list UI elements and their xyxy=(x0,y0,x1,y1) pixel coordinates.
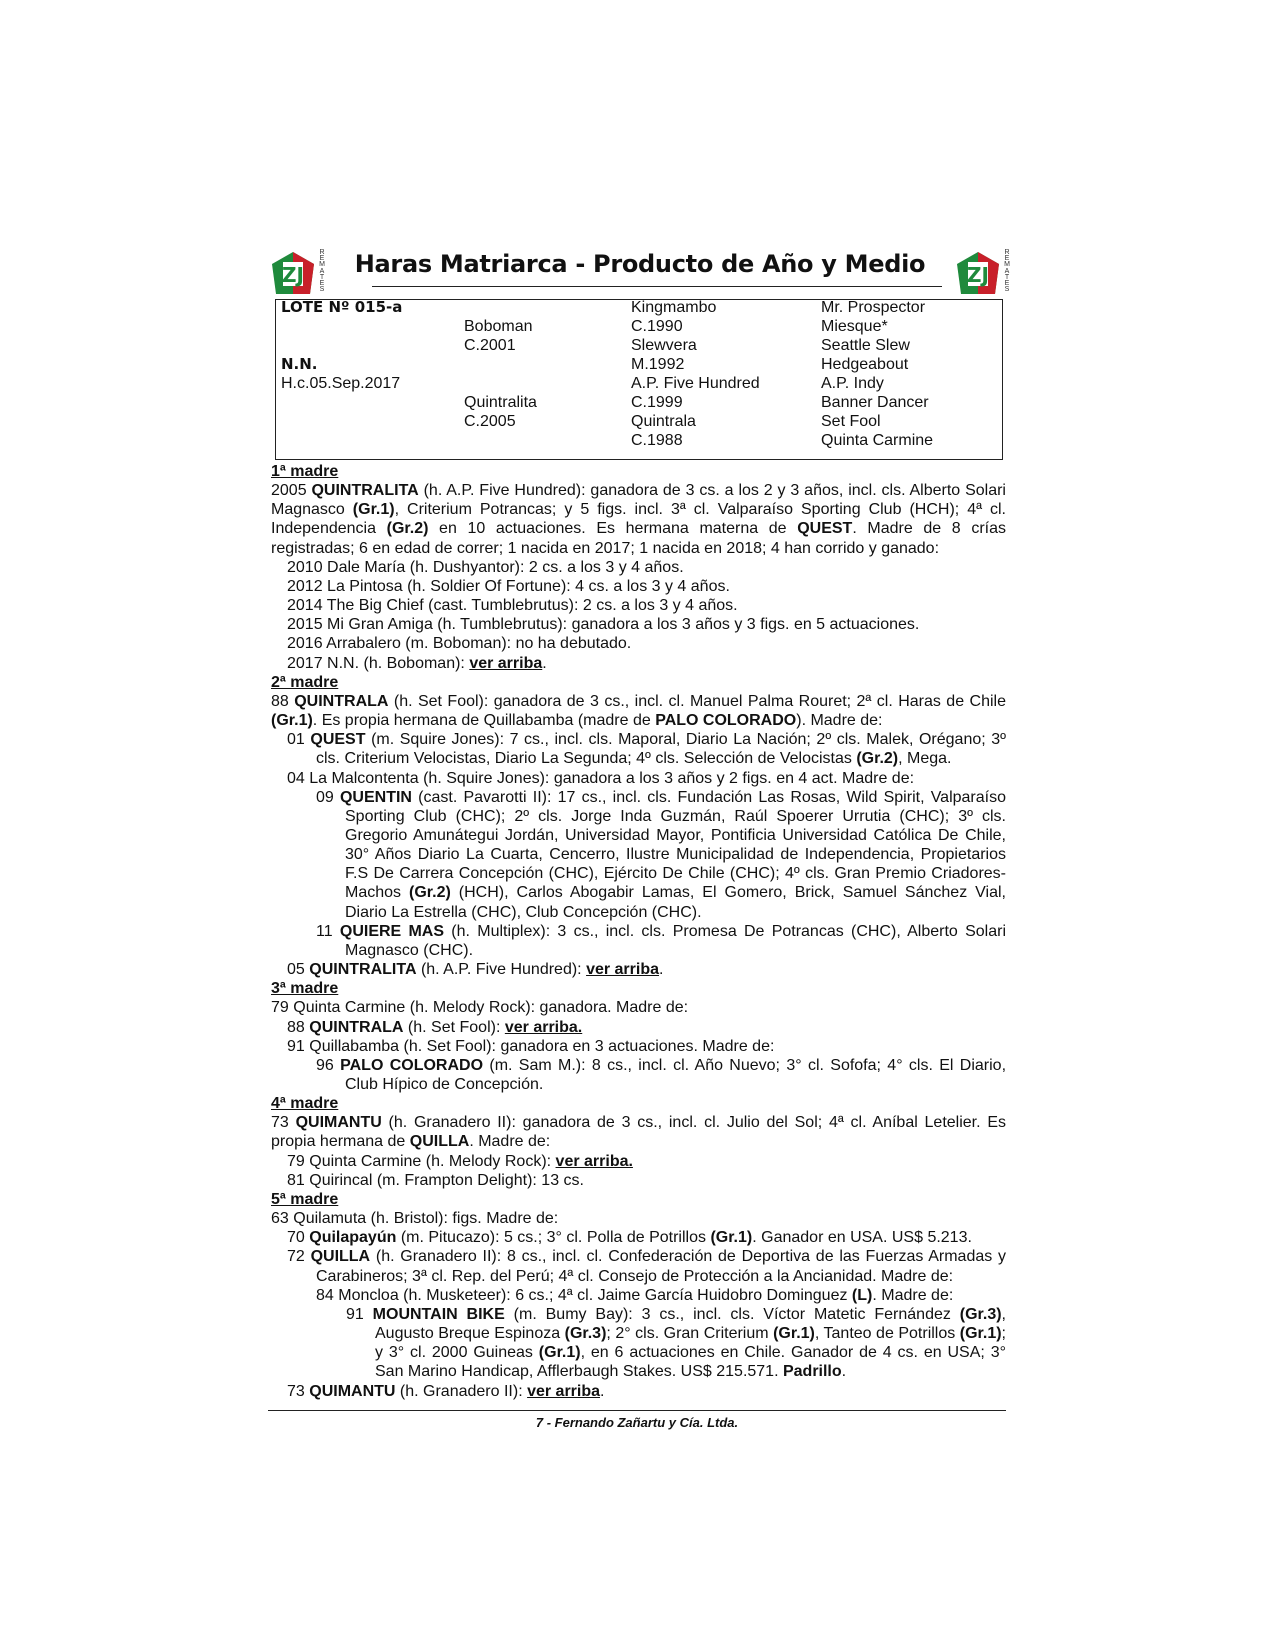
offspring-line: 88 QUINTRALA (h. Set Fool): ver arriba. xyxy=(287,1018,583,1036)
horse-name: N.N. xyxy=(281,355,318,373)
grandparent-cell: Kingmambo xyxy=(631,299,717,316)
great-grandparent-cell: Quinta Carmine xyxy=(821,432,934,449)
offspring-line: 72 QUILLA (h. Granadero II): 8 cs., incl. cl. Confederación de Deportiva de las Fuerzas Armadas y Carabineros; 3ª cl. Rep. del Perú; 4ª cl. Consejo de Protección a la Ancianidad. Madre de: xyxy=(287,1248,1007,1285)
see-above-link: ver arriba xyxy=(586,961,659,979)
great-grand-offspring-line: 91 MOUNTAIN BIKE (m. Bumy Bay): 3 cs., incl. cls. Víctor Matetic Fernández (Gr.3), Augusto Breque Espinoza (Gr.3); 2° cls. Gran Criterium (Gr.1), Tanteo de Potrillos (Gr.1); y 3° cl. 2000 Guineas (Gr.1), en 6 actuaciones en Chile. Ganador de 4 cs. en USA; 3° San Marino Handicap, Afflerbaugh Stakes. US$ 215.571. Padrillo. xyxy=(346,1305,1007,1381)
section-heading-2nd-dam: 2ª madre xyxy=(271,673,339,691)
sire-year: C.2001 xyxy=(464,337,516,354)
page-footer: 7 - Fernando Zañartu y Cía. Ltda. xyxy=(535,1415,739,1430)
section-heading-5th-dam: 5ª madre xyxy=(271,1190,339,1208)
great-grandparent-cell: Set Fool xyxy=(821,413,881,430)
horse-description: H.c.05.Sep.2017 xyxy=(281,375,401,392)
lot-number: LOTE Nº 015-a xyxy=(281,298,403,316)
grandparent-cell: C.1988 xyxy=(631,432,683,449)
great-grandparent-cell: Miesque* xyxy=(821,318,888,335)
remates-vertical-text-right: R E M A T E S xyxy=(1004,249,1010,294)
grandparent-cell: M.1992 xyxy=(631,356,685,373)
dam-name: Quintralita xyxy=(464,394,537,411)
dam-year: C.2005 xyxy=(464,413,516,430)
offspring-line: 04 La Malcontenta (h. Squire Jones): ganadora a los 3 años y 2 figs. en 4 act. Madre de: xyxy=(287,769,915,787)
great-grandparent-cell: Banner Dancer xyxy=(821,394,929,411)
offspring-line: 2017 N.N. (h. Boboman): ver arriba. xyxy=(287,654,547,672)
offspring-line: 2014 The Big Chief (cast. Tumblebrutus): 2 cs. a los 3 y 4 años. xyxy=(287,597,738,615)
offspring-line: 2016 Arrabalero (m. Boboman): no ha debutado. xyxy=(287,635,632,653)
grand-offspring-line: 11 QUIERE MAS (h. Multiplex): 3 cs., incl. cls. Promesa De Potrancas (CHC), Alberto Solari Magnasco (CHC). xyxy=(316,922,1007,959)
zj-remates-logo-right xyxy=(955,250,1001,296)
offspring-line: 70 Quilapayún (m. Pitucazo): 5 cs.; 3° cl. Polla de Potrillos (Gr.1). Ganador en USA. US$ 5.213. xyxy=(287,1229,972,1247)
sire-name: Boboman xyxy=(464,318,533,335)
offspring-line: 05 QUINTRALITA (h. A.P. Five Hundred): ver arriba. xyxy=(287,961,664,979)
offspring-line: 73 QUIMANTU (h. Granadero II): ver arriba. xyxy=(287,1382,605,1400)
dam-paragraph: 73 QUIMANTU (h. Granadero II): ganadora de 3 cs., incl. cl. Julio del Sol; 4ª cl. Aníbal Letelier. Es propia hermana de QUILLA. Madre de: xyxy=(271,1114,1006,1151)
remates-vertical-text-left: R E M A T E S xyxy=(319,249,325,294)
great-grandparent-cell: Seattle Slew xyxy=(821,337,910,354)
great-grandparent-cell: Mr. Prospector xyxy=(821,299,926,316)
offspring-line: 2010 Dale María (h. Dushyantor): 2 cs. a los 3 y 4 años. xyxy=(287,558,684,576)
grandparent-cell: Slewvera xyxy=(631,337,697,354)
section-heading-3rd-dam: 3ª madre xyxy=(271,980,339,998)
produce-record-body xyxy=(271,462,1006,1401)
title-rule xyxy=(372,286,942,287)
grandparent-cell: C.1999 xyxy=(631,394,683,411)
page-title: Haras Matriarca - Producto de Año y Medio xyxy=(354,250,926,278)
logo-letters: ZJ xyxy=(282,263,304,287)
see-above-link: ver arriba. xyxy=(504,1018,583,1036)
grandparent-cell: Quintrala xyxy=(631,413,696,430)
footer-rule xyxy=(268,1410,1006,1411)
see-above-link: ver arriba. xyxy=(555,1152,633,1170)
grand-offspring-line: 84 Moncloa (h. Musketeer): 6 cs.; 4ª cl. Jaime García Huidobro Dominguez (L). Madre de: xyxy=(316,1286,954,1304)
offspring-line: 2012 La Pintosa (h. Soldier Of Fortune): 4 cs. a los 3 y 4 años. xyxy=(287,577,730,595)
dam-paragraph: 88 QUINTRALA (h. Set Fool): ganadora de 3 cs., incl. cl. Manuel Palma Rouret; 2ª cl. Haras de Chile (Gr.1). Es propia hermana de Quillabamba (madre de PALO COLORADO). Madre de: xyxy=(271,692,1006,730)
grandparent-cell: C.1990 xyxy=(631,318,683,335)
great-grandparent-cell: Hedgeabout xyxy=(821,356,909,373)
dam-paragraph: 79 Quinta Carmine (h. Melody Rock): ganadora. Madre de: xyxy=(271,999,689,1017)
great-grandparent-cell: A.P. Indy xyxy=(821,375,884,392)
offspring-line: 91 Quillabamba (h. Set Fool): ganadora en 3 actuaciones. Madre de: xyxy=(287,1037,775,1055)
logo-letters: ZJ xyxy=(967,263,989,287)
grandparent-cell: A.P. Five Hundred xyxy=(631,375,760,392)
zj-remates-logo-left xyxy=(270,250,316,296)
offspring-line: 01 QUEST (m. Squire Jones): 7 cs., incl. cls. Maporal, Diario La Nación; 2º cls. Malek, Orégano; 3º cls. Criterium Velocistas, Diario La Segunda; 4º cls. Selección de Velocistas (Gr.2), Mega. xyxy=(287,731,1007,768)
dam-paragraph: 2005 QUINTRALITA (h. A.P. Five Hundred): ganadora de 3 cs. a los 2 y 3 años, incl. cls. Alberto Solari Magnasco (Gr.1), Criterium Potrancas; y 5 figs. incl. 3ª cl. Valparaíso Sporting Club (HCH); 4ª cl. Independencia (Gr.2) en 10 actuaciones. Es hermana materna de QUEST. Madre de 8 crías registradas; 6 en edad de correr; 1 nacida en 2017; 1 nacida en 2018; 4 han corrido y ganado: xyxy=(271,482,1007,557)
section-heading-4th-dam: 4ª madre xyxy=(271,1095,339,1113)
offspring-line: 2015 Mi Gran Amiga (h. Tumblebrutus): ganadora a los 3 años y 3 figs. en 5 actuaciones. xyxy=(287,616,920,634)
see-above-link: ver arriba xyxy=(527,1382,601,1400)
section-heading-1st-dam: 1ª madre xyxy=(271,463,339,480)
grand-offspring-line: 09 QUENTIN (cast. Pavarotti II): 17 cs., incl. cls. Fundación Las Rosas, Wild Spirit, Valparaíso Sporting Club (CHC); 2º cls. Jorge Inda Guzmán, Raúl Spoerer Urrutia (CHC); 3º cls. Gregorio Amunátegui Jordán, Universidad Mayor, Pontificia Universidad Católica De Chile, 30° Años Diario La Cuarta, Cencerro, Ilustre Municipalidad de Independencia, Propietarios F.S De Carrera Concepción (CHC), Ejército De Chile (CHC); 4º cls. Gran Premio Criadores-Machos (Gr.2) (HCH), Carlos Abogabir Lamas, El Gomero, Brick, Samuel Sánchez Vial, Diario La Estrella (CHC), Club Concepción (CHC). xyxy=(316,788,1007,921)
grand-offspring-line: 96 PALO COLORADO (m. Sam M.): 8 cs., incl. cl. Año Nuevo; 3° cl. Sofofa; 4° cls. El Diario, Club Hípico de Concepción. xyxy=(316,1056,1007,1093)
offspring-line: 79 Quinta Carmine (h. Melody Rock): ver arriba. xyxy=(287,1152,633,1170)
offspring-line: 81 Quirincal (m. Frampton Delight): 13 cs. xyxy=(287,1171,584,1189)
see-above-link: ver arriba xyxy=(469,654,543,672)
dam-paragraph: 63 Quilamuta (h. Bristol): figs. Madre de: xyxy=(271,1210,559,1228)
pedigree-table xyxy=(275,299,1003,460)
